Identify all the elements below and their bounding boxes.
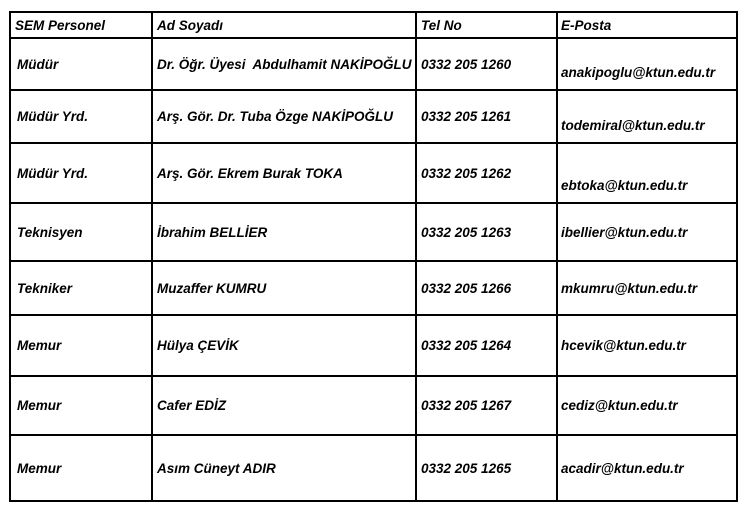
table-row xyxy=(10,38,737,90)
cell-role: Memur xyxy=(10,435,152,501)
cell-tel: 0332 205 1267 xyxy=(416,376,557,435)
cell-tel: 0332 205 1266 xyxy=(416,261,557,315)
table-row xyxy=(10,376,737,435)
table-row xyxy=(10,143,737,203)
table-row xyxy=(10,261,737,315)
column-header-name: Ad Soyadı xyxy=(152,12,416,38)
cell-email: ibellier@ktun.edu.tr xyxy=(557,203,737,261)
cell-tel: 0332 205 1260 xyxy=(416,38,557,90)
cell-name: Asım Cüneyt ADIR xyxy=(152,435,416,501)
cell-email: hcevik@ktun.edu.tr xyxy=(557,315,737,376)
cell-role: Müdür xyxy=(10,38,152,90)
cell-role: Müdür Yrd. xyxy=(10,90,152,143)
table-row xyxy=(10,90,737,143)
column-header-tel: Tel No xyxy=(416,12,557,38)
cell-name: Arş. Gör. Dr. Tuba Özge NAKİPOĞLU xyxy=(152,90,416,143)
cell-role: Memur xyxy=(10,376,152,435)
cell-tel: 0332 205 1261 xyxy=(416,90,557,143)
cell-email: cediz@ktun.edu.tr xyxy=(557,376,737,435)
personnel-table xyxy=(9,11,738,502)
table-row xyxy=(10,315,737,376)
cell-name: Arş. Gör. Ekrem Burak TOKA xyxy=(152,143,416,203)
cell-role: Teknisyen xyxy=(10,203,152,261)
cell-tel: 0332 205 1263 xyxy=(416,203,557,261)
cell-email: mkumru@ktun.edu.tr xyxy=(557,261,737,315)
cell-role: Memur xyxy=(10,315,152,376)
cell-tel: 0332 205 1264 xyxy=(416,315,557,376)
header-row xyxy=(10,12,737,38)
column-header-email: E-Posta xyxy=(557,12,737,38)
cell-email: ebtoka@ktun.edu.tr xyxy=(557,143,737,203)
cell-name: Dr. Öğr. Üyesi Abdulhamit NAKİPOĞLU xyxy=(152,38,416,90)
cell-email: todemiral@ktun.edu.tr xyxy=(557,90,737,143)
cell-email: anakipoglu@ktun.edu.tr xyxy=(557,38,737,90)
cell-tel: 0332 205 1265 xyxy=(416,435,557,501)
column-header-role: SEM Personel xyxy=(10,12,152,38)
cell-email: acadir@ktun.edu.tr xyxy=(557,435,737,501)
cell-name: Muzaffer KUMRU xyxy=(152,261,416,315)
cell-tel: 0332 205 1262 xyxy=(416,143,557,203)
cell-name: Hülya ÇEVİK xyxy=(152,315,416,376)
table-row xyxy=(10,203,737,261)
cell-role: Tekniker xyxy=(10,261,152,315)
cell-role: Müdür Yrd. xyxy=(10,143,152,203)
table-row xyxy=(10,435,737,501)
cell-name: İbrahim BELLİER xyxy=(152,203,416,261)
cell-name: Cafer EDİZ xyxy=(152,376,416,435)
